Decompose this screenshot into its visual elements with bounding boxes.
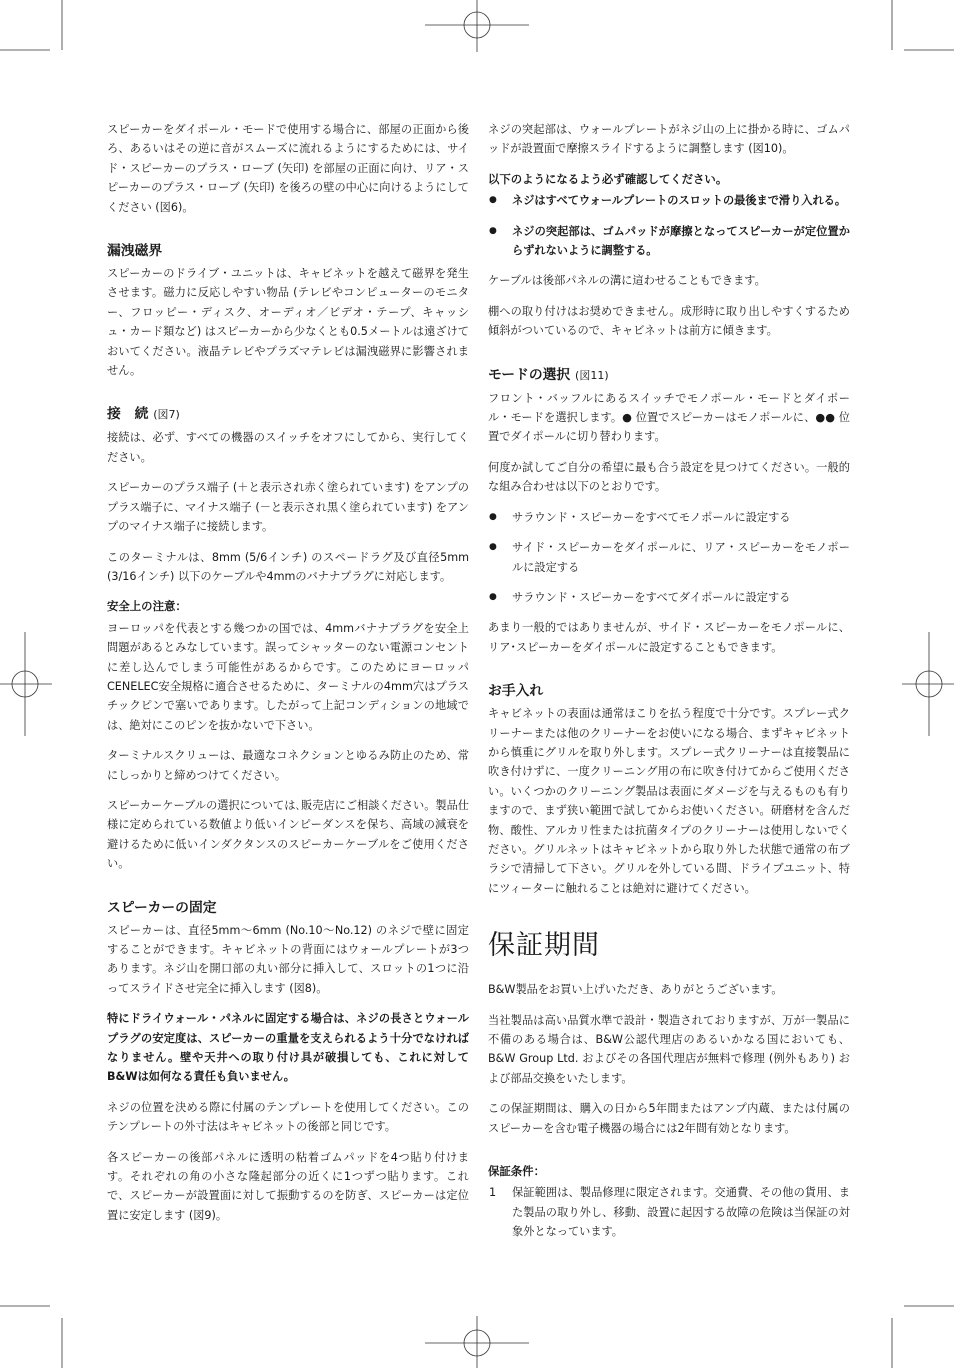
bullet-icon: ● bbox=[489, 225, 497, 236]
cable-paragraph: ケーブルは後部パネルの溝に這わせることもできます。 bbox=[488, 274, 766, 288]
connection-paragraph-1: 接続は、必ず、すべての機器のスイッチをオフにしてから、実行してください。 bbox=[107, 431, 469, 464]
mode-paragraph-3: あまり一般的ではありませんが、サイド・スピーカーをモノポールに、リア･スピーカーをダイポールに設定することもできます。 bbox=[488, 621, 850, 654]
list-item: ● ネジはすべてウォールプレートのスロットの最後まで滑り入れる。 bbox=[488, 191, 850, 210]
connection-paragraph-3: このターミナルは、8mm (5/6インチ) のスペードラグ及び直径5mm (3/16インチ) 以下のケーブルや4mmのバナナプラグに対応します。 bbox=[107, 550, 469, 583]
safety-paragraph-1: ヨーロッパを代表とする幾つかの国では、4mmバナナプラグを安全上問題があるとみなしています。誤ってシャッターのない電源コンセントに差し込んでしまう可能性があるからです。このためにヨーロッパCENELEC安全規格に適合させるために、ターミナルの4mm穴はプラスチックピンで塞いであります。したがって上記コンディションの地域では、絶対にこのピンを抜かないで下さい。 bbox=[107, 621, 469, 732]
left-column bbox=[107, 120, 469, 1225]
warranty-heading: 保証期間 bbox=[488, 930, 600, 962]
magnetic-field-paragraph: スピーカーのドライブ・ユニットは、キャビネットを越えて磁界を発生させます。磁力に反応しやすい物品 (テレビやコンピューターのモニター、フロッピー・ディスク、オーディオ／ビデオ・テープ、キャッシュ・カード類など) はスピーカーから少なくとも0.5メートルは遠ざけておいてください。液晶テレビやプラズマテレビは漏洩磁界に影響されません。 bbox=[107, 267, 469, 378]
conditions-list bbox=[488, 1183, 850, 1241]
bullet-icon: ● bbox=[489, 511, 497, 522]
connection-title: 接 続 bbox=[107, 406, 149, 423]
item-number: 1 bbox=[489, 1186, 497, 1200]
bullet-icon: ● bbox=[489, 195, 497, 206]
care-heading: お手入れ bbox=[488, 683, 544, 700]
mounting-paragraph-1: スピーカーは、直径5mm～6mm (No.10～No.12) のネジで壁に固定することができます。キャビネットの背面にはウォールプレートが3つあります。ネジ山を開口部の丸い部分に挿入して、スロットの1つに沿ってスライドさせ完全に挿入します (図8)。 bbox=[107, 923, 469, 995]
list-item: 1 保証範囲は、製品修理に限定されます。交通費、その他の貨用、また製品の取り外し、移動、設置に起因する故障の危険は当保証の対象外となっています。 bbox=[488, 1183, 850, 1241]
mode-figure-ref: (図11) bbox=[575, 368, 609, 382]
screw-adjust-paragraph: ネジの突起部は、ウォールプレートがネジ山の上に掛かる時に、ゴムパッドが設置面で摩擦スライドするように調整します (図10)。 bbox=[488, 123, 850, 156]
shelf-paragraph: 棚への取り付けはお奨めできません。成形時に取り出しやすくするため傾斜がついているので、キャビネットは前方に傾きます。 bbox=[488, 304, 850, 338]
mounting-heading: スピーカーの固定 bbox=[107, 899, 217, 916]
connection-figure-ref: (図7) bbox=[153, 408, 180, 422]
safety-heading: 安全上の注意： bbox=[107, 599, 187, 614]
mode-list bbox=[488, 508, 850, 608]
connection-paragraph-2: スピーカーのプラス端子 (＋と表示され赤く塗られています) をアンプのプラス端子に、マイナス端子 (－と表示され黒く塗られています) をアンプのマイナス端子に接続します。 bbox=[107, 481, 469, 534]
right-column bbox=[488, 120, 850, 1242]
mounting-warning: 特にドライウォール・パネルに固定する場合は、ネジの長さとウォールプラグの安定度は、スピーカーの重量を支えられるよう十分でなければなりません。壁や天井への取り付け具が破損しても、これに対してB&Wは如何なる責任も負いません。 bbox=[107, 1012, 469, 1084]
dipole-paragraph: スピーカーをダイポール・モードで使用する場合に、部屋の正面から後ろ、あるいはその逆に音がスムーズに流れるようにするためには、サイド・スピーカーのプラス・ローブ (矢印) を部屋の正面に向け、リア・スピーカーのプラス・ローブ (矢印) を後ろの壁の中心に向けるようにしてください (図6)。 bbox=[107, 123, 469, 214]
mode-paragraph-2: 何度か試してご自分の希望に最も合う設定を見つけてください。一般的な組み合わせは以下のとおりです。 bbox=[488, 460, 850, 494]
connection-heading bbox=[107, 404, 469, 425]
list-item: ● ネジの突起部は、ゴムパッドが摩擦となってスピーカーが定位置からずれないように調整する。 bbox=[488, 222, 850, 261]
mounting-paragraph-3: ネジの位置を決める際に付属のテンプレートを使用してください。このテンプレートの外寸法はキャビネットの後部と同じです。 bbox=[107, 1100, 469, 1134]
safety-paragraph-3: スピーカーケーブルの選択については､販売店にご相談ください。製品仕様に定められている数値より低いインピーダンスを保ち、高域の減衰を避けるために低いインダクタンスのスピーカーケーブルをご使用ください。 bbox=[107, 798, 469, 871]
mode-title: モードの選択 bbox=[488, 366, 571, 383]
magnetic-field-heading: 漏洩磁界 bbox=[107, 243, 163, 260]
check-list bbox=[488, 191, 850, 260]
mounting-paragraph-4: 各スピーカーの後部パネルに透明の粘着ゴムパッドを4つ貼り付けます。それぞれの角の小さな隆起部分の近くに1つずつ貼ります。これで、スピーカーが設置面に対して振動するのを防ぎ、スピーカーは定位置に安定します (図9)。 bbox=[107, 1150, 469, 1222]
list-item: ● サラウンド・スピーカーをすべてダイポールに設定する bbox=[488, 588, 850, 607]
bullet-icon: ● bbox=[489, 591, 497, 602]
warranty-paragraph-2: 当社製品は高い品質水準で設計・製造されておりますが、万が一製品に不備のある場合は、B&W公認代理店のあるいかなる国においても、B&W Group Ltd. およびその各国代理店が無料で修理 (例外もあり) および部品交換をいたします。 bbox=[488, 1013, 850, 1085]
bullet-icon: ● bbox=[489, 542, 497, 553]
safety-paragraph-2: ターミナルスクリューは、最適なコネクションとゆるみ防止のため、常にしっかりと締めつけてください。 bbox=[107, 749, 469, 782]
warranty-paragraph-3: この保証期間は、購入の日から5年間またはアンプ内蔵、または付属のスピーカーを含む電子機器の場合には2年間有効となります。 bbox=[488, 1102, 850, 1135]
list-item: ● サラウンド・スピーカーをすべてモノポールに設定する bbox=[488, 508, 850, 527]
care-paragraph: キャビネットの表面は通常ほこりを払う程度で十分です。スプレー式クリーナーまたは他のクリーナーをお使いになる場合、まずキャビネットから慎重にグリルを取り外します。スプレー式クリーナーは直接製品に吹き付けずに、一度クリーニング用の布に吹き付けてからご使用ください。いくつかのクリーニング製品は表面にダメージを与えるものも有りますので、まず狭い範囲で試してからお使いください。研磨材を含んだ物、酸性、アルカリ性または抗菌タイプのクリーナーは使用しないでください。グリルネットはキャビネットから取り外した状態で通常の布ブラシで清掃して下さい。グリルを外している間、ドライブユニット、特にツィーターに触れることは絶対に避けてください。 bbox=[488, 707, 850, 895]
check-heading: 以下のようになるよう必ず確認してください。 bbox=[488, 171, 728, 186]
warranty-paragraph-1: B&W製品をお買い上げいただき、ありがとうございます。 bbox=[488, 983, 783, 997]
mode-paragraph-1: フロント・バッフルにあるスイッチでモノポール・モードとダイポール・モードを選択します。● 位置でスピーカーはモノポールに、●● 位置でダイポールに切り替わります。 bbox=[488, 391, 850, 444]
list-item: ● サイド・スピーカーをダイポールに、リア・スピーカーをモノポールに設定する bbox=[488, 538, 850, 577]
mode-heading bbox=[488, 365, 850, 386]
conditions-heading: 保証条件： bbox=[488, 1164, 545, 1179]
